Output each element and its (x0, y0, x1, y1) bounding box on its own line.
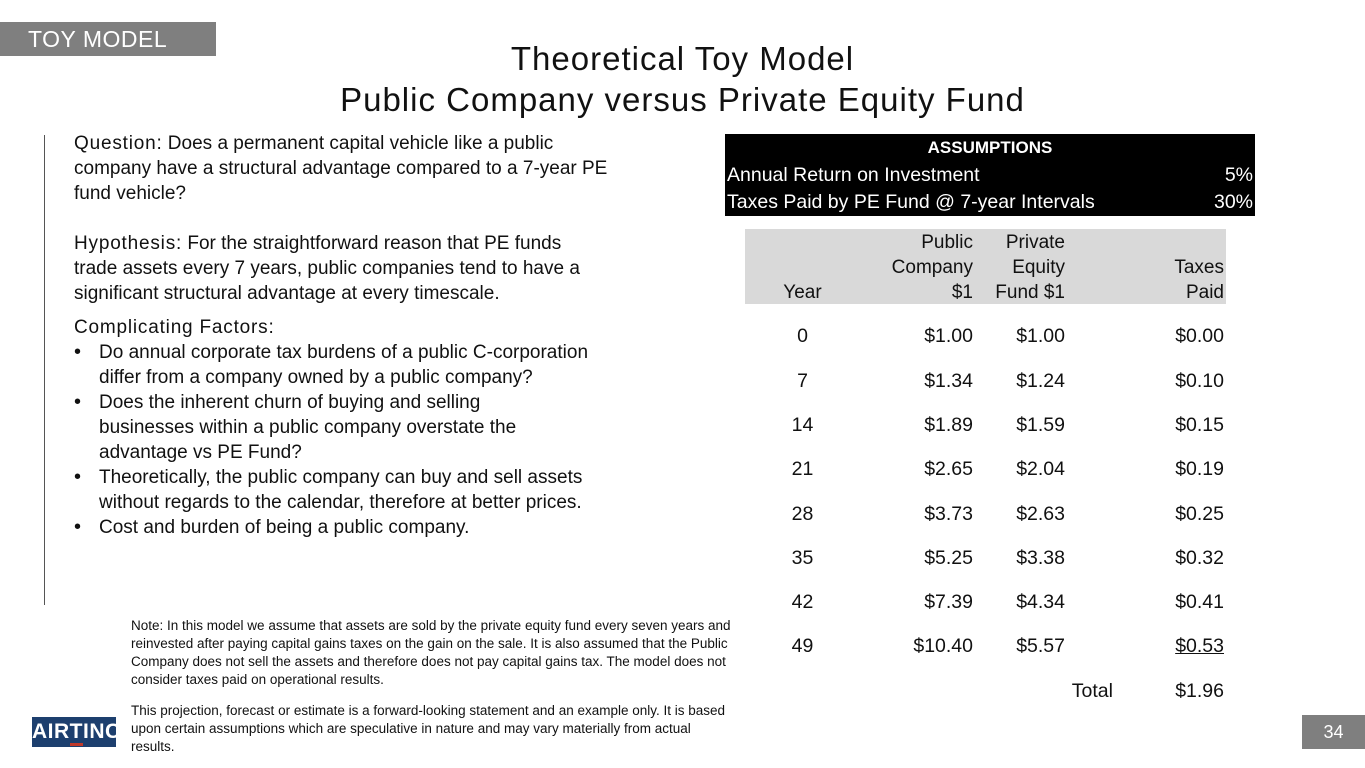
assumptions-box (725, 134, 1255, 216)
header-pe-line1: Private (1005, 232, 1065, 253)
cell-public: $5.25 (924, 547, 973, 569)
cell-year: 21 (791, 458, 814, 480)
factors-label: Complicating Factors: (74, 317, 275, 338)
header-public-line3: $1 (951, 282, 973, 303)
logo-text-left: AIR (32, 720, 70, 743)
model-note: Note: In this model we assume that assets are sold by the private equity fund every seven years and reinvested after paying capital gains taxes on the gain on the sale. It is also assumed that the Public Company does not sell the assets and therefore does not pay capital gains tax. The model does not consider taxes paid on operational results. (131, 618, 731, 687)
assumption-row (725, 189, 1255, 216)
left-divider-line (44, 135, 45, 605)
factor-item: • Cost and burden of being a public company. (74, 515, 599, 540)
cell-public: $1.89 (924, 414, 973, 436)
left-text-panel (74, 131, 614, 540)
question-label: Question: (74, 133, 163, 154)
hypothesis-label: Hypothesis: (74, 233, 183, 254)
cell-public: $3.73 (924, 503, 973, 525)
cell-public: $2.65 (924, 458, 973, 480)
cell-taxes: $0.19 (1175, 458, 1224, 480)
cell-pe: $1.24 (1016, 370, 1065, 392)
assumptions-header: ASSUMPTIONS (927, 138, 1053, 157)
page-number: 34 (1302, 715, 1365, 749)
cell-taxes: $0.25 (1175, 503, 1224, 525)
slide-title-line-1: Theoretical Toy Model (510, 40, 855, 77)
cell-pe: $1.59 (1016, 414, 1065, 436)
cell-year: 28 (791, 503, 814, 525)
cell-year: 14 (791, 414, 814, 436)
toy-model-tag: TOY MODEL (0, 22, 216, 56)
cell-public: $1.34 (924, 370, 973, 392)
question-text: Does a permanent capital vehicle like a public company have a structural advantage compared to a 7-year PE fund vehicle? (74, 133, 608, 204)
cell-pe: $2.63 (1016, 503, 1065, 525)
factors-list (74, 340, 614, 540)
forward-looking-disclaimer: This projection, forecast or estimate is a forward-looking statement and an example only. It is based upon certain assumptions which are speculative in nature and may vary materially from actual results. (131, 703, 726, 754)
header-pe-line3: Fund $1 (995, 282, 1065, 303)
cell-pe: $5.57 (1016, 635, 1065, 657)
total-value: $1.96 (1175, 680, 1224, 702)
total-label: Total (1071, 680, 1113, 702)
header-public-line1: Public (921, 232, 973, 253)
cell-public: $1.00 (924, 325, 973, 347)
assumption-value: 5% (1224, 164, 1253, 186)
cell-public: $7.39 (924, 591, 973, 613)
cell-pe: $2.04 (1016, 458, 1065, 480)
cell-year: 49 (791, 635, 814, 657)
assumption-label: Taxes Paid by PE Fund @ 7-year Intervals (727, 191, 1095, 213)
cell-taxes: $0.41 (1175, 591, 1224, 613)
cell-year: 42 (791, 591, 814, 613)
assumption-row (725, 162, 1255, 189)
hypothesis-text: For the straightforward reason that PE funds trade assets every 7 years, public companies tend to have a significant structural advantage at every timescale. (74, 233, 580, 304)
logo-text-right: INC (83, 720, 121, 743)
header-taxes-line3: Paid (1185, 282, 1224, 303)
cell-year: 0 (797, 325, 808, 347)
factor-item: • Do annual corporate tax burdens of a public C-corporation differ from a company owned by a public company? (74, 340, 599, 390)
cell-year: 35 (791, 547, 814, 569)
assumption-label: Annual Return on Investment (727, 164, 980, 186)
header-taxes-line2: Taxes (1174, 257, 1224, 278)
header-year: Year (783, 282, 822, 303)
factor-item: • Does the inherent churn of buying and selling businesses within a public company overstate the advantage vs PE Fund? (74, 390, 569, 465)
cell-taxes: $0.53 (1175, 635, 1224, 657)
cell-year: 7 (797, 370, 808, 392)
cell-pe: $3.38 (1016, 547, 1065, 569)
assumption-value: 30% (1213, 191, 1253, 213)
hypothesis-paragraph (74, 231, 604, 306)
logo-text-mid: T (70, 720, 83, 746)
cell-pe: $1.00 (1016, 325, 1065, 347)
slide-title-line-2: Public Company versus Private Equity Fund (340, 81, 1025, 118)
cell-taxes: $0.32 (1175, 547, 1224, 569)
header-pe-line2: Equity (1012, 257, 1065, 278)
header-public-line2: Company (891, 257, 973, 278)
cell-public: $10.40 (913, 635, 973, 657)
airtinc-logo (32, 717, 121, 747)
cell-taxes: $0.10 (1175, 370, 1224, 392)
cell-taxes: $0.15 (1175, 414, 1224, 436)
cell-taxes: $0.00 (1175, 325, 1224, 347)
factor-item: • Theoretically, the public company can buy and sell assets without regards to the calendar, therefore at better prices. (74, 465, 584, 515)
cell-pe: $4.34 (1016, 591, 1065, 613)
question-paragraph (74, 131, 614, 206)
